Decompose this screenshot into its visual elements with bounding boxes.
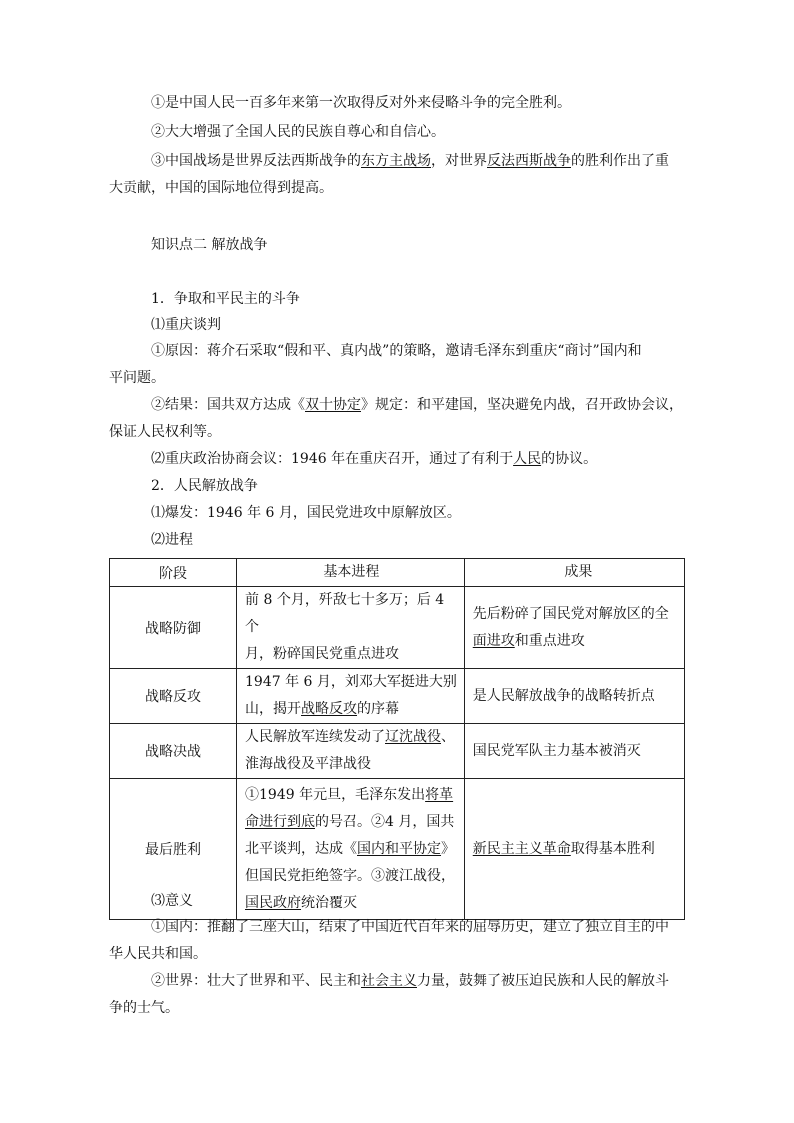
- process-cell: [237, 669, 465, 724]
- stage-cell: 战略反攻: [110, 669, 237, 724]
- cause-line-1: ①原因：蒋介石采取“假和平、真内战”的策略，邀请毛泽东到重庆“商讨”国内和: [151, 343, 642, 359]
- process-line: 但国民党拒绝签字。③渡江战役，: [245, 867, 456, 884]
- intro-item-1: ①是中国人民一百多年来第一次取得反对外来侵略斗争的完全胜利。: [151, 95, 571, 111]
- intro-item-2: ②大大增强了全国人民的民族自尊心和自信心。: [151, 124, 445, 140]
- result-line: 先后粉碎了国民党对解放区的全: [472, 605, 669, 622]
- process-line: 1947 年 6 月，刘邓大军挺进大别: [245, 674, 457, 690]
- header-process: 基本进程: [237, 559, 465, 587]
- result-cell: [464, 587, 684, 669]
- process-line: 山，揭开战略反攻的序幕: [245, 701, 400, 717]
- result-cell: 新民主主义革命取得基本胜利: [464, 779, 684, 920]
- process-line: 前 8 个月，歼敌七十多万；后 4 个: [245, 592, 445, 635]
- domestic-line-2: 华人民共和国。: [109, 946, 207, 962]
- process-cell: [237, 587, 465, 669]
- outbreak-line: ⑴爆发：1946 年 6 月，国民党进攻中原解放区。: [151, 505, 461, 521]
- result-cell: 是人民解放战争的战略转折点: [464, 669, 684, 724]
- result-line: 面进攻和重点进攻: [472, 632, 585, 649]
- progress-label: ⑵进程: [151, 532, 193, 548]
- process-cell: [237, 779, 465, 920]
- significance-label: ⑶意义: [151, 893, 193, 909]
- section-title: 知识点二 解放战争: [151, 237, 268, 253]
- domestic-line-1: ①国内：推翻了三座大山，结束了中国近代百年来的屈辱历史，建立了独立自主的中: [151, 919, 669, 935]
- result-line-2: 保证人民权利等。: [109, 424, 221, 440]
- heading-2: 2．人民解放战争: [151, 478, 258, 494]
- intro-item-3-cont: 大贡献，中国的国际地位得到提高。: [109, 180, 333, 196]
- intro-item-3: ③中国战场是世界反法西斯战争的东方主战场，对世界反法西斯战争的胜利作出了重: [151, 153, 669, 169]
- process-line: ①1949 年元旦，毛泽东发出将革: [245, 786, 454, 803]
- table-header-row: [110, 559, 685, 587]
- process-line: 淮海战役及平津战役: [245, 756, 372, 772]
- stage-cell: 最后胜利: [110, 779, 237, 920]
- header-result: 成果: [464, 559, 684, 587]
- process-line: 月，粉碎国民党重点进攻: [245, 646, 400, 662]
- world-line-1: ②世界：壮大了世界和平、民主和社会主义力量，鼓舞了被压迫民族和人民的解放斗: [151, 973, 669, 989]
- result-line-1: ②结果：国共双方达成《双十协定》规定：和平建国，坚决避免内战，召开政协会议，: [151, 397, 683, 413]
- process-cell: [237, 724, 465, 779]
- cause-line-2: 平问题。: [109, 370, 165, 386]
- progress-table: [109, 558, 685, 920]
- table-row: [110, 669, 685, 724]
- process-line: 命进行到底的号召。②4 月，国共: [245, 813, 455, 830]
- table-row: [110, 587, 685, 669]
- world-line-2: 争的士气。: [109, 1000, 179, 1016]
- stage-cell: 战略决战: [110, 724, 237, 779]
- stage-cell: 战略防御: [110, 587, 237, 669]
- process-line: 国民政府统治覆灭: [245, 894, 358, 911]
- process-line: 人民解放军连续发动了辽沈战役、: [245, 729, 456, 745]
- process-line: 北平谈判，达成《国内和平协定》: [245, 840, 456, 857]
- heading-1-1: ⑴重庆谈判: [151, 317, 221, 333]
- table-row: [110, 724, 685, 779]
- pcc-line: ⑵重庆政治协商会议：1946 年在重庆召开，通过了有利于人民的协议。: [151, 451, 598, 467]
- heading-1: 1．争取和平民主的斗争: [151, 291, 300, 307]
- table-row: [110, 779, 685, 920]
- result-cell: 国民党军队主力基本被消灭: [464, 724, 684, 779]
- header-stage: 阶段: [110, 559, 237, 587]
